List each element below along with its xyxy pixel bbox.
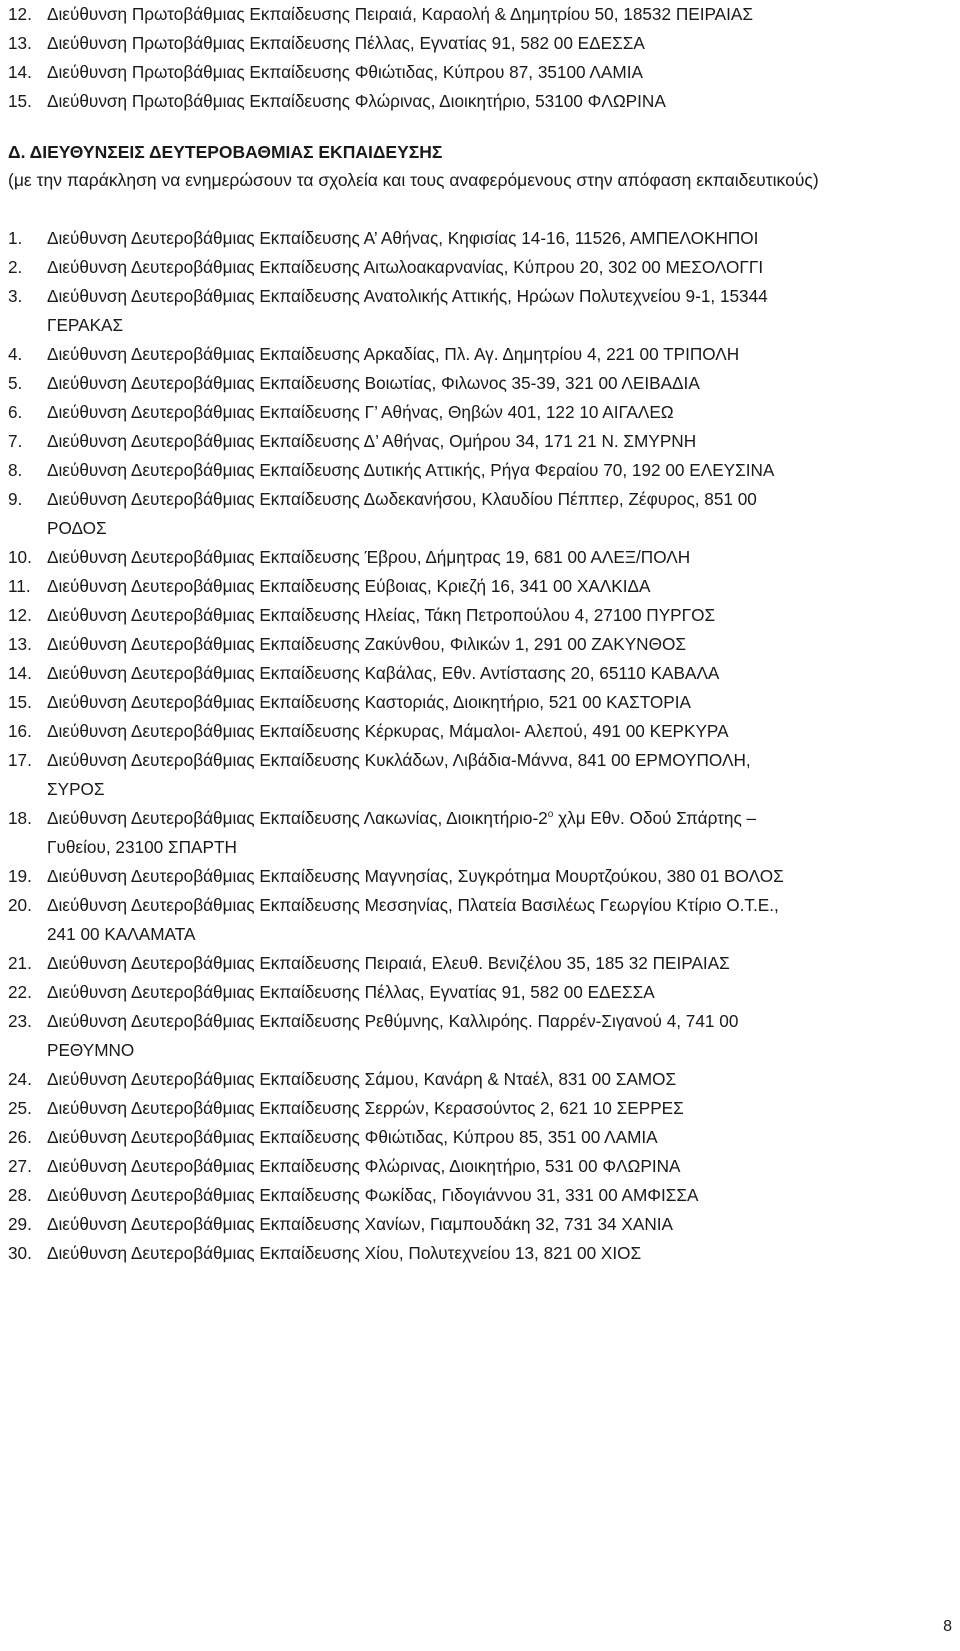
- item-line: [47, 543, 960, 572]
- item-text: Διεύθυνση Δευτεροβάθμιας Εκπαίδευσης Φωκίδας, Γιδογιάννου 31, 331 00 ΑΜΦΙΣΣΑ: [47, 1185, 699, 1205]
- item-number: 14.: [8, 62, 32, 82]
- item-text: Διεύθυνση Δευτεροβάθμιας Εκπαίδευσης Δωδεκανήσου, Κλαυδίου Πέππερ, Ζέφυρος, 851 00: [47, 489, 757, 509]
- page-number: 8: [943, 1618, 952, 1635]
- section-note: (με την παράκληση να ενημερώσουν τα σχολεία και τους αναφερόμενους στην απόφαση εκπαιδευτικούς): [8, 170, 819, 190]
- item-number: 10.: [8, 547, 32, 567]
- list-item: [0, 1152, 960, 1181]
- item-number: 27.: [8, 1156, 32, 1176]
- item-text-continued: 241 00 ΚΑΛΑΜΑΤΑ: [47, 924, 196, 944]
- list-item: [0, 87, 960, 116]
- item-line: [47, 746, 960, 775]
- item-line: [47, 862, 960, 891]
- item-line: [47, 1065, 960, 1094]
- list-item: [0, 29, 960, 58]
- item-number: 11.: [8, 576, 31, 596]
- item-line: [47, 601, 960, 630]
- list-item: [0, 282, 960, 340]
- item-line: [47, 0, 960, 29]
- item-text: Διεύθυνση Δευτεροβάθμιας Εκπαίδευσης Χίου, Πολυτεχνείου 13, 821 00 ΧΙΟΣ: [47, 1243, 642, 1263]
- item-line: [47, 1123, 960, 1152]
- item-text: Διεύθυνση Πρωτοβάθμιας Εκπαίδευσης Πέλλας, Εγνατίας 91, 582 00 ΕΔΕΣΣΑ: [47, 33, 645, 53]
- list-item: [0, 398, 960, 427]
- item-number: 24.: [8, 1069, 32, 1089]
- item-text: Διεύθυνση Δευτεροβάθμιας Εκπαίδευσης Έβρου, Δήμητρας 19, 681 00 ΑΛΕΞ/ΠΟΛΗ: [47, 547, 691, 567]
- list-item: [0, 688, 960, 717]
- list-item: [0, 601, 960, 630]
- item-line: [47, 717, 960, 746]
- list-item: [0, 1181, 960, 1210]
- item-line: [47, 456, 960, 485]
- item-line: [47, 253, 960, 282]
- list-item: [0, 746, 960, 804]
- item-line: [47, 1181, 960, 1210]
- item-number: 4.: [8, 344, 23, 364]
- item-number: 30.: [8, 1243, 32, 1263]
- item-text: Διεύθυνση Δευτεροβάθμιας Εκπαίδευσης Δυτικής Αττικής, Ρήγα Φεραίου 70, 192 00 ΕΛΕΥΣΙΝΑ: [47, 460, 775, 480]
- list-item: [0, 427, 960, 456]
- list-item: [0, 1065, 960, 1094]
- item-text: Διεύθυνση Δευτεροβάθμιας Εκπαίδευσης Αιτωλοακαρνανίας, Κύπρου 20, 302 00 ΜΕΣΟΛΟΓΓΙ: [47, 257, 764, 277]
- item-line: [47, 282, 960, 311]
- item-text-continued: ΡΕΘΥΜΝΟ: [47, 1040, 135, 1060]
- item-number: 15.: [8, 91, 32, 111]
- item-number: 8.: [8, 460, 23, 480]
- item-text: Διεύθυνση Δευτεροβάθμιας Εκπαίδευσης Βοιωτίας, Φιλωνος 35-39, 321 00 ΛΕΙΒΑΔΙΑ: [47, 373, 700, 393]
- list-item: [0, 58, 960, 87]
- item-line: [47, 58, 960, 87]
- item-text: Διεύθυνση Δευτεροβάθμιας Εκπαίδευσης Φθιώτιδας, Κύπρου 85, 351 00 ΛΑΜΙΑ: [47, 1127, 658, 1147]
- item-number: 19.: [8, 866, 32, 886]
- item-number: 6.: [8, 402, 23, 422]
- item-number: 12.: [8, 605, 32, 625]
- item-number: 25.: [8, 1098, 32, 1118]
- item-text: Διεύθυνση Δευτεροβάθμιας Εκπαίδευσης Σάμου, Κανάρη & Νταέλ, 831 00 ΣΑΜΟΣ: [47, 1069, 677, 1089]
- item-text: Διεύθυνση Πρωτοβάθμιας Εκπαίδευσης Πειραιά, Καραολή & Δημητρίου 50, 18532 ΠΕΙΡΑΙΑΣ: [47, 4, 753, 24]
- list-item: [0, 804, 960, 862]
- item-number: 20.: [8, 895, 32, 915]
- item-line: [47, 572, 960, 601]
- item-text: Διεύθυνση Δευτεροβάθμιας Εκπαίδευσης Ανατολικής Αττικής, Ηρώων Πολυτεχνείου 9-1, 15344: [47, 286, 768, 306]
- item-text: Διεύθυνση Δευτεροβάθμιας Εκπαίδευσης Ηλείας, Τάκη Πετροπούλου 4, 27100 ΠΥΡΓΟΣ: [47, 605, 716, 625]
- item-line: [47, 369, 960, 398]
- item-text: Διεύθυνση Δευτεροβάθμιας Εκπαίδευσης Α’ Αθήνας, Κηφισίας 14-16, 11526, ΑΜΠΕΛΟΚΗΠΟΙ: [47, 228, 759, 248]
- item-line: [47, 224, 960, 253]
- item-number: 14.: [8, 663, 32, 683]
- item-text: Διεύθυνση Δευτεροβάθμιας Εκπαίδευσης Πειραιά, Ελευθ. Βενιζέλου 35, 185 32 ΠΕΙΡΑΙΑΣ: [47, 953, 730, 973]
- list-item: [0, 340, 960, 369]
- list-item: [0, 862, 960, 891]
- item-number: 26.: [8, 1127, 32, 1147]
- item-number: 17.: [8, 750, 32, 770]
- item-text-after: χλμ Εθν. Οδού Σπάρτης –: [553, 808, 757, 828]
- item-line: [47, 630, 960, 659]
- item-text: Διεύθυνση Δευτεροβάθμιας Εκπαίδευσης Σερρών, Κερασούντος 2, 621 10 ΣΕΡΡΕΣ: [47, 1098, 684, 1118]
- item-line: [47, 949, 960, 978]
- item-text-continued: Γυθείου, 23100 ΣΠΑΡΤΗ: [47, 837, 237, 857]
- list-item: [0, 1007, 960, 1065]
- list-item: [0, 1123, 960, 1152]
- list-item: [0, 891, 960, 949]
- list-item: [0, 572, 960, 601]
- item-number: 13.: [8, 33, 32, 53]
- item-line: [47, 978, 960, 1007]
- item-line: [47, 1210, 960, 1239]
- list-item: [0, 0, 960, 29]
- list-item: [0, 1094, 960, 1123]
- secondary-education-list: [0, 224, 960, 1268]
- item-text: Διεύθυνση Δευτεροβάθμιας Εκπαίδευσης Καστοριάς, Διοικητήριο, 521 00 ΚΑΣΤΟΡΙΑ: [47, 692, 691, 712]
- item-line: [47, 87, 960, 116]
- list-item: [0, 630, 960, 659]
- item-text-continued: ΡΟΔΟΣ: [47, 518, 107, 538]
- item-line: [47, 1239, 960, 1268]
- item-line: [47, 891, 960, 920]
- item-text: Διεύθυνση Πρωτοβάθμιας Εκπαίδευσης Φθιώτιδας, Κύπρου 87, 35100 ΛΑΜΙΑ: [47, 62, 643, 82]
- item-line: [47, 340, 960, 369]
- primary-education-list: [0, 0, 960, 116]
- item-number: 1.: [8, 228, 23, 248]
- item-line: [47, 688, 960, 717]
- item-text: Διεύθυνση Δευτεροβάθμιας Εκπαίδευσης Μεσσηνίας, Πλατεία Βασιλέως Γεωργίου Κτίριο Ο.Τ.Ε.,: [47, 895, 779, 915]
- item-text: Διεύθυνση Δευτεροβάθμιας Εκπαίδευσης Εύβοιας, Κριεζή 16, 341 00 ΧΑΛΚΙΔΑ: [47, 576, 651, 596]
- item-line: [47, 427, 960, 456]
- item-text-continued: ΣΥΡΟΣ: [47, 779, 105, 799]
- item-number: 7.: [8, 431, 23, 451]
- list-item: [0, 1239, 960, 1268]
- item-text: Διεύθυνση Δευτεροβάθμιας Εκπαίδευσης Ρεθύμνης, Καλλιρόης. Παρρέν-Σιγανού 4, 741 00: [47, 1011, 739, 1031]
- item-number: 12.: [8, 4, 32, 24]
- list-item: [0, 717, 960, 746]
- item-line: [47, 659, 960, 688]
- item-number: 21.: [8, 953, 32, 973]
- item-text: Διεύθυνση Δευτεροβάθμιας Εκπαίδευσης Χανίων, Γιαμπουδάκη 32, 731 34 ΧΑΝΙΑ: [47, 1214, 673, 1234]
- item-line: [47, 1152, 960, 1181]
- item-line: [47, 1094, 960, 1123]
- item-text-continued: ΓΕΡΑΚΑΣ: [47, 315, 124, 335]
- section-heading: Δ. ΔΙΕΥΘΥΝΣΕΙΣ ΔΕΥΤΕΡΟΒΑΘΜΙΑΣ ΕΚΠΑΙΔΕΥΣΗΣ: [8, 142, 443, 162]
- item-superscript: ο: [547, 809, 554, 820]
- item-number: 9.: [8, 489, 23, 509]
- item-number: 13.: [8, 634, 32, 654]
- item-text: Διεύθυνση Δευτεροβάθμιας Εκπαίδευσης Κυκλάδων, Λιβάδια-Μάννα, 841 00 ΕΡΜΟΥΠΟΛΗ,: [47, 750, 751, 770]
- item-number: 22.: [8, 982, 32, 1002]
- item-number: 28.: [8, 1185, 32, 1205]
- list-item: [0, 485, 960, 543]
- item-text: Διεύθυνση Δευτεροβάθμιας Εκπαίδευσης Μαγνησίας, Συγκρότημα Μουρτζούκου, 380 01 ΒΟΛΟΣ: [47, 866, 784, 886]
- item-number: 2.: [8, 257, 23, 277]
- item-line: [47, 485, 960, 514]
- list-item: [0, 456, 960, 485]
- item-text: Διεύθυνση Δευτεροβάθμιας Εκπαίδευσης Ζακύνθου, Φιλικών 1, 291 00 ΖΑΚΥΝΘΟΣ: [47, 634, 686, 654]
- list-item: [0, 543, 960, 572]
- item-number: 5.: [8, 373, 23, 393]
- item-line: [47, 804, 960, 833]
- list-item: [0, 253, 960, 282]
- list-item: [0, 224, 960, 253]
- item-text: Διεύθυνση Δευτεροβάθμιας Εκπαίδευσης Καβάλας, Εθν. Αντίστασης 20, 65110 ΚΑΒΑΛΑ: [47, 663, 720, 683]
- item-text: Διεύθυνση Δευτεροβάθμιας Εκπαίδευσης Γ’ Αθήνας, Θηβών 401, 122 10 ΑΙΓΑΛΕΩ: [47, 402, 674, 422]
- item-text: Διεύθυνση Δευτεροβάθμιας Εκπαίδευσης Λακωνίας, Διοικητήριο-2: [47, 808, 548, 828]
- item-text: Διεύθυνση Δευτεροβάθμιας Εκπαίδευσης Πέλλας, Εγνατίας 91, 582 00 ΕΔΕΣΣΑ: [47, 982, 655, 1002]
- list-item: [0, 659, 960, 688]
- item-number: 16.: [8, 721, 32, 741]
- list-item: [0, 978, 960, 1007]
- item-number: 15.: [8, 692, 32, 712]
- list-item: [0, 369, 960, 398]
- item-text: Διεύθυνση Δευτεροβάθμιας Εκπαίδευσης Φλώρινας, Διοικητήριο, 531 00 ΦΛΩΡΙΝΑ: [47, 1156, 681, 1176]
- item-number: 29.: [8, 1214, 32, 1234]
- item-number: 3.: [8, 286, 23, 306]
- item-number: 18.: [8, 808, 32, 828]
- item-text: Διεύθυνση Δευτεροβάθμιας Εκπαίδευσης Αρκαδίας, Πλ. Αγ. Δημητρίου 4, 221 00 ΤΡΙΠΟΛΗ: [47, 344, 740, 364]
- item-text: Διεύθυνση Δευτεροβάθμιας Εκπαίδευσης Δ’ Αθήνας, Ομήρου 34, 171 21 Ν. ΣΜΥΡΝΗ: [47, 431, 697, 451]
- item-number: 23.: [8, 1011, 32, 1031]
- item-line: [47, 398, 960, 427]
- list-item: [0, 949, 960, 978]
- item-line: [47, 1007, 960, 1036]
- list-item: [0, 1210, 960, 1239]
- item-text: Διεύθυνση Δευτεροβάθμιας Εκπαίδευσης Κέρκυρας, Μάμαλοι- Αλεπού, 491 00 ΚΕΡΚΥΡΑ: [47, 721, 729, 741]
- item-line: [47, 29, 960, 58]
- item-text: Διεύθυνση Πρωτοβάθμιας Εκπαίδευσης Φλώρινας, Διοικητήριο, 53100 ΦΛΩΡΙΝΑ: [47, 91, 666, 111]
